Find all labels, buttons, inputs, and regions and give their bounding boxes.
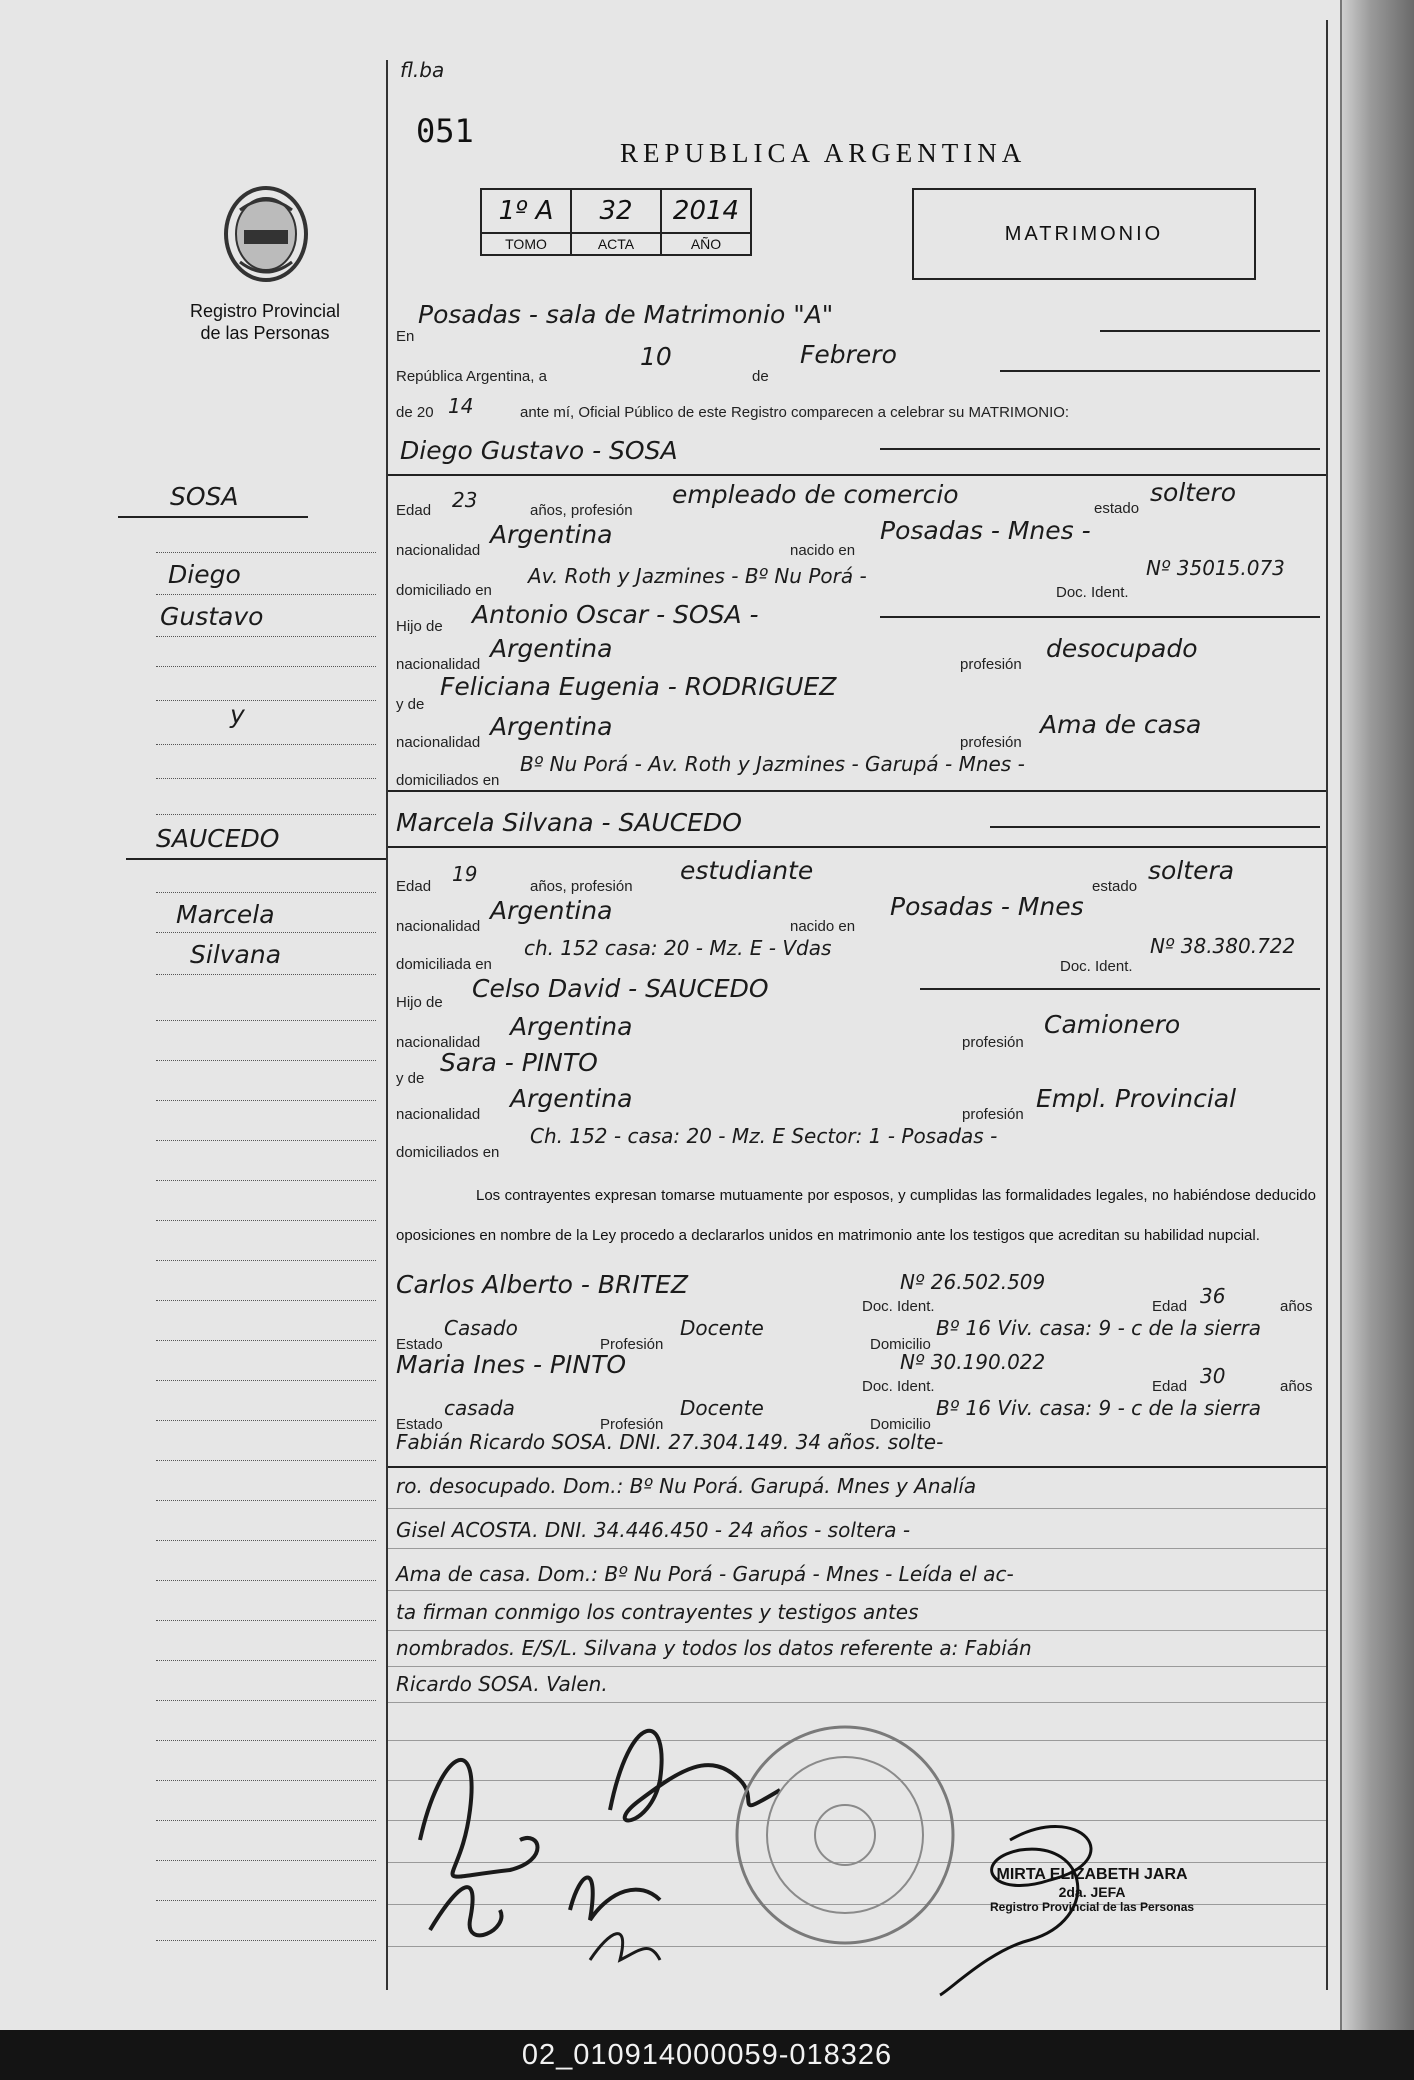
groom-father-profession: desocupado: [1046, 634, 1198, 663]
witness-2-anios-label: años: [1280, 1378, 1313, 1395]
bride-father-profession: Camionero: [1044, 1010, 1181, 1039]
groom-birthplace: Posadas - Mnes -: [880, 516, 1091, 545]
margin-bride-first: Marcela: [176, 900, 275, 929]
margin-conjunction: y: [230, 700, 245, 729]
groom-name: Diego Gustavo - SOSA: [400, 436, 678, 465]
en-label: En: [396, 328, 415, 345]
note-line: Ricardo SOSA. Valen.: [396, 1672, 608, 1696]
groom-mother: Feliciana Eugenia - RODRIGUEZ: [440, 672, 837, 701]
note-line: Fabián Ricardo SOSA. DNI. 27.304.149. 34 años. solte-: [396, 1430, 944, 1454]
groom-mother-nac-label: nacionalidad: [396, 734, 481, 751]
witness-2-status: casada: [444, 1396, 515, 1420]
groom-father-nationality: Argentina: [490, 634, 613, 663]
margin-bride-second: Silvana: [190, 940, 282, 969]
margin-bride-surname: SAUCEDO: [156, 824, 280, 853]
witness-2-prof-label: Profesión: [600, 1416, 664, 1433]
official-signature: [930, 1800, 1150, 2005]
groom-doc-label: Doc. Ident.: [1056, 584, 1129, 601]
groom-address: Av. Roth y Jazmines - Bº Nu Porá -: [528, 564, 867, 588]
year-prefix: de 20: [396, 404, 434, 421]
note-line: ta firman conmigo los contrayentes y testigos antes: [396, 1600, 919, 1624]
witness-2-doc-label: Doc. Ident.: [862, 1378, 935, 1395]
year-value: 14: [448, 394, 474, 418]
stamp-role: 2da. JEFA: [1058, 1884, 1126, 1900]
witness-1-name: Carlos Alberto - BRITEZ: [396, 1270, 688, 1299]
bride-parents-address: Ch. 152 - casa: 20 - Mz. E Sector: 1 - Posadas -: [530, 1124, 998, 1148]
stamp-office: Registro Provincial de las Personas: [990, 1900, 1195, 1914]
groom-age: 23: [452, 488, 478, 512]
document-title: REPUBLICA ARGENTINA: [620, 138, 1027, 168]
folio-mark: fl.ba: [400, 58, 445, 82]
bride-anios-label: años, profesión: [530, 878, 633, 895]
groom-doc: Nº 35015.073: [1146, 556, 1285, 580]
anio-label: AÑO: [661, 233, 751, 255]
margin-groom-first: Diego: [168, 560, 241, 589]
groom-profession: empleado de comercio: [672, 480, 959, 509]
bride-doc: Nº 38.380.722: [1150, 934, 1296, 958]
bride-father: Celso David - SAUCEDO: [472, 974, 769, 1003]
month-value: Febrero: [800, 340, 897, 369]
declaration-text: Los contrayentes expresan tomarse mutuamente por esposos, y cumplidas las formalidades legales, no habiéndose deducido oposiciones en nombre de la Ley procedo a declararlos unidos en matrimonio ante los testigos que acreditan su habilidad nupcial.: [396, 1187, 1316, 1244]
witness-1-address: Bº 16 Viv. casa: 9 - c de la sierra: [936, 1316, 1262, 1340]
groom-father: Antonio Oscar - SOSA -: [472, 600, 759, 629]
footer-code: 02_010914000059-018326: [0, 2030, 1414, 2080]
groom-mother-nationality: Argentina: [490, 712, 613, 741]
registry-line-1: Registro Provincial: [189, 301, 341, 321]
groom-estado-label: estado: [1094, 500, 1140, 517]
groom-mother-profession: Ama de casa: [1040, 710, 1202, 739]
bride-mother-profession: Empl. Provincial: [1036, 1084, 1237, 1113]
note-line: Ama de casa. Dom.: Bº Nu Porá - Garupá - Mnes - Leída el ac-: [396, 1562, 1014, 1586]
official-seal: [730, 1720, 960, 1955]
stamp-name: MIRTA ELIZABETH JARA: [996, 1866, 1188, 1883]
page-edge: [1342, 0, 1414, 2030]
bride-mother: Sara - PINTO: [440, 1048, 598, 1077]
groom-hijo-label: Hijo de: [396, 618, 443, 635]
groom-father-nac-label: nacionalidad: [396, 656, 481, 673]
year-line-text: ante mí, Oficial Público de este Registro comparecen a celebrar su MATRIMONIO:: [520, 404, 1070, 421]
bride-father-nac-label: nacionalidad: [396, 1034, 481, 1051]
bride-mother-nationality: Argentina: [510, 1084, 633, 1113]
witness-2-name: Maria Ines - PINTO: [396, 1350, 627, 1379]
groom-nac-label: nacionalidad: [396, 542, 481, 559]
right-margin-line: [1326, 20, 1328, 1990]
witness-2-profession: Docente: [680, 1396, 764, 1420]
witness-1-dom-label: Domicilio: [870, 1336, 931, 1353]
witness-2-dom-label: Domicilio: [870, 1416, 931, 1433]
witness-2-age: 30: [1200, 1364, 1226, 1388]
left-margin-line: [386, 60, 388, 1990]
margin-groom-surname: SOSA: [170, 482, 239, 511]
witness-2-doc: Nº 30.190.022: [900, 1350, 1046, 1374]
bride-nac-label: nacionalidad: [396, 918, 481, 935]
witness-1-status: Casado: [444, 1316, 518, 1340]
record-type-box: MATRIMONIO: [912, 188, 1256, 280]
bride-nationality: Argentina: [490, 896, 613, 925]
bride-dom-label: domiciliada en: [396, 956, 492, 973]
witness-1-age: 36: [1200, 1284, 1226, 1308]
country-label: República Argentina, a: [396, 368, 547, 385]
groom-parents-address: Bº Nu Porá - Av. Roth y Jazmines - Garupá - Mnes -: [520, 752, 1025, 776]
anio-value: 2014: [661, 189, 751, 233]
groom-mother-label: y de: [396, 696, 425, 713]
groom-anios-label: años, profesión: [530, 502, 633, 519]
bride-father-nationality: Argentina: [510, 1012, 633, 1041]
tomo-value: 1º A: [481, 189, 571, 233]
bride-mother-label: y de: [396, 1070, 425, 1087]
groom-dom-label: domiciliado en: [396, 582, 492, 599]
signature-5: [590, 1934, 660, 1960]
bride-doc-label: Doc. Ident.: [1060, 958, 1133, 975]
groom-nacido-label: nacido en: [790, 542, 856, 559]
bride-status: soltera: [1148, 856, 1235, 885]
witness-1-profession: Docente: [680, 1316, 764, 1340]
coat-of-arms-icon: [218, 182, 314, 291]
registry-label: [150, 300, 380, 344]
groom-mother-prof-label: profesión: [960, 734, 1022, 751]
bride-parents-dom-label: domiciliados en: [396, 1144, 500, 1161]
bride-father-prof-label: profesión: [962, 1034, 1024, 1051]
place-value: Posadas - sala de Matrimonio "A": [418, 300, 834, 329]
bride-nacido-label: nacido en: [790, 918, 856, 935]
note-line: ro. desocupado. Dom.: Bº Nu Porá. Garupá. Mnes y Analía: [396, 1474, 977, 1498]
witness-1-doc: Nº 26.502.509: [900, 1270, 1046, 1294]
groom-nationality: Argentina: [490, 520, 613, 549]
groom-parents-dom-label: domiciliados en: [396, 772, 500, 789]
de-label: de: [752, 368, 769, 385]
bride-estado-label: estado: [1092, 878, 1138, 895]
groom-edad-label: Edad: [396, 502, 432, 519]
bride-name: Marcela Silvana - SAUCEDO: [396, 808, 742, 837]
folio-number: 051: [416, 112, 474, 150]
margin-groom-second: Gustavo: [160, 602, 264, 631]
witness-1-estado-label: Estado: [396, 1336, 443, 1353]
tomo-label: TOMO: [481, 233, 571, 255]
witness-1-anios-label: años: [1280, 1298, 1313, 1315]
witness-1-edad-label: Edad: [1152, 1298, 1188, 1315]
bride-age: 19: [452, 862, 478, 886]
bride-edad-label: Edad: [396, 878, 432, 895]
signature-3: [430, 1887, 501, 1935]
note-line: nombrados. E/S/L. Silvana y todos los datos referente a: Fabián: [396, 1636, 1032, 1660]
record-box: [480, 188, 752, 256]
signature-1: [420, 1760, 538, 1877]
witness-2-estado-label: Estado: [396, 1416, 443, 1433]
witness-1-doc-label: Doc. Ident.: [862, 1298, 935, 1315]
witness-2-edad-label: Edad: [1152, 1378, 1188, 1395]
groom-father-prof-label: profesión: [960, 656, 1022, 673]
bride-hijo-label: Hijo de: [396, 994, 443, 1011]
registry-line-2: de las Personas: [200, 323, 330, 343]
acta-label: ACTA: [571, 233, 661, 255]
bride-profession: estudiante: [680, 856, 814, 885]
day-value: 10: [640, 342, 672, 371]
signature-4: [570, 1878, 660, 1921]
bride-mother-prof-label: profesión: [962, 1106, 1024, 1123]
bride-address: ch. 152 casa: 20 - Mz. E - Vdas: [524, 936, 832, 960]
bride-mother-nac-label: nacionalidad: [396, 1106, 481, 1123]
bride-birthplace: Posadas - Mnes: [890, 892, 1084, 921]
witness-1-prof-label: Profesión: [600, 1336, 664, 1353]
witness-2-address: Bº 16 Viv. casa: 9 - c de la sierra: [936, 1396, 1262, 1420]
acta-value: 32: [571, 189, 661, 233]
groom-status: soltero: [1150, 478, 1237, 507]
note-line: Gisel ACOSTA. DNI. 34.446.450 - 24 años - soltera -: [396, 1518, 911, 1542]
